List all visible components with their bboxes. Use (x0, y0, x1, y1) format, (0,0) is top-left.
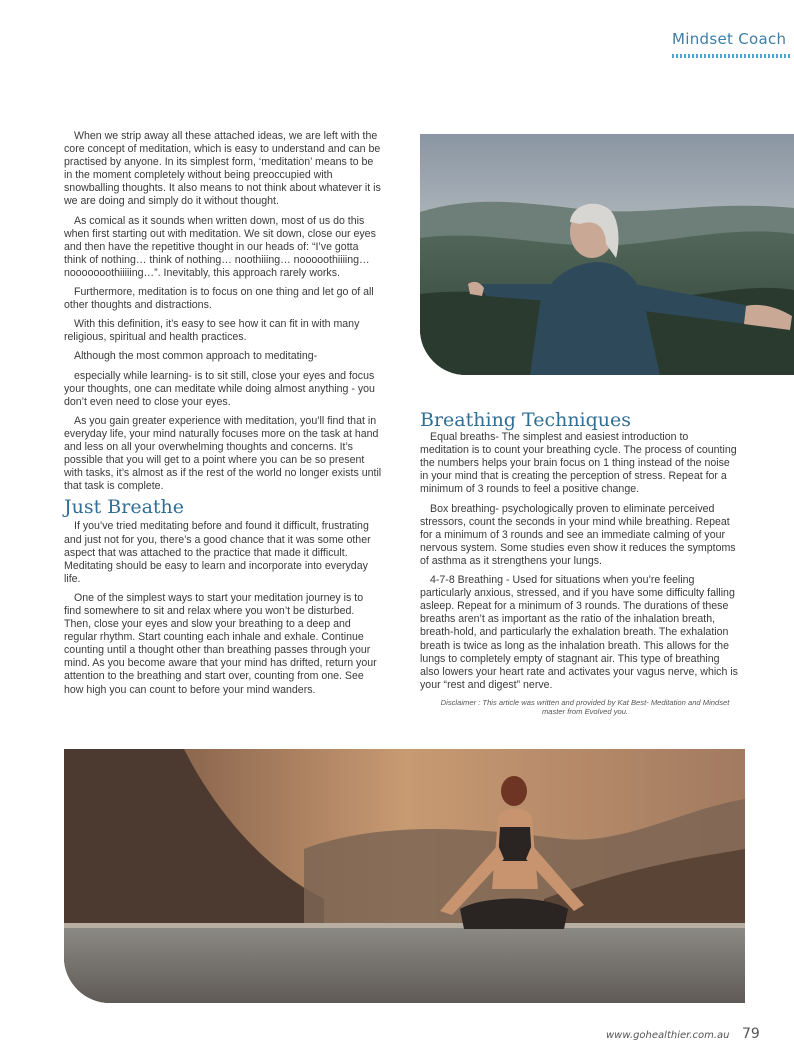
paragraph: Box breathing- psychologically proven to eliminate perceived stressors, count the seconds in your mind while breathing. Repeat for a minimum of 3 rounds and see an immediate calming of your nervous system. Some studies even show it reduces the symptoms of asthma as it strengthens your lungs. (420, 502, 736, 567)
paragraph: With this definition, it’s easy to see how it can fit in with many religious, spiritual and health practices. (64, 318, 360, 344)
paragraph: One of the simplest ways to start your meditation journey is to find somewhere to sit and relax where you won’t be disturbed. Then, close your eyes and slow your breathing to a deep and regular rhythm. Start counting each inhale and exhale. Continue counting until a thought other than breathing passes through your mind. As you become aware that your mind has drifted, return your attention to the breathing and start over, counting from one. See how high you can count to before your mind wanders. (64, 591, 377, 696)
section-tag (672, 30, 794, 58)
paragraph: 4-7-8 Breathing - Used for situations when you’re feeling particularly anxious, stressed, and if you have some difficulty falling asleep. Repeat for a minimum of 3 rounds. The durations of these breaths aren’t as important as the ratio of the inhalation breath, breath-hold, and particularly the exhalation breath. The exhalation breath is twice as long as the inhalation breath. This allows for the lungs to completely empty of stagnant air. This type of breathing also lowers your heart rate and activates your vagus nerve, which is your “rest and digest” nerve. (420, 574, 738, 691)
paragraph: especially while learning- is to sit still, close your eyes and focus your thoughts, one can meditate while doing almost anything - you don’t even need to close your eyes. (64, 369, 375, 408)
right-column (420, 409, 738, 716)
paragraph: If you’ve tried meditating before and found it difficult, frustrating and just not for you, there’s a good chance that it was some other aspect that was attached to the practice that made it difficult. Meditating should be easy to learn and incorporate into everyday life. (64, 520, 371, 585)
disclaimer: Disclaimer : This article was written and provided by Kat Best- Meditation and Mindset master from Evolved you. (440, 697, 730, 716)
section-title: Mindset Coach (672, 30, 787, 48)
paragraph: As you gain greater experience with meditation, you’ll find that in everyday life, your mind naturally focuses more on the task at hand and less on all your overwhelming thoughts and concerns. It’s possible that you will get to a point where you can be so present with tasks, it’s almost as if the rest of the world no longer exists until that task is complete. (64, 414, 382, 493)
page-number: 79 (742, 1026, 760, 1042)
photo-woman-meditating-pool (64, 749, 745, 1003)
photo-woman-mountain (420, 134, 794, 375)
section-heading-breathing-techniques: Breathing Techniques (420, 409, 632, 431)
paragraph: When we strip away all these attached ideas, we are left with the core concept of meditation, which is easy to understand and can be practised by anyone. In its simplest form, ‘meditation’ means to be in the moment completely without being preoccupied with snowballing thoughts. It also means to not think about whatever it is we are doing and simply do it without thought. (64, 130, 381, 208)
footer-url: www.gohealthier.com.au (606, 1030, 730, 1041)
dotted-rule (672, 54, 792, 58)
paragraph: Equal breaths- The simplest and easiest introduction to meditation is to count your breathing cycle. The process of counting the numbers helps your brain focus on 1 thing instead of the noise in your mind that is creating the perception of stress. Repeat for a minimum of 3 rounds to feel a positive change. (420, 431, 737, 496)
section-heading-just-breathe: Just Breathe (64, 496, 185, 519)
paragraph: Although the most common approach to meditating- (74, 350, 318, 363)
left-column (64, 130, 382, 703)
paragraph: As comical as it sounds when written down, most of us do this when first starting out with meditation. We sit down, close our eyes and then have the repetitive thought in our heads of: “I’ve gotta think of nothing… think of nothing… noothiiing… nooooothiiiing… nooooooothiiiiing…”. Inevitably, this approach rarely works. (64, 214, 376, 279)
paragraph: Furthermore, meditation is to focus on one thing and let go of all other thoughts and distractions. (64, 286, 374, 312)
